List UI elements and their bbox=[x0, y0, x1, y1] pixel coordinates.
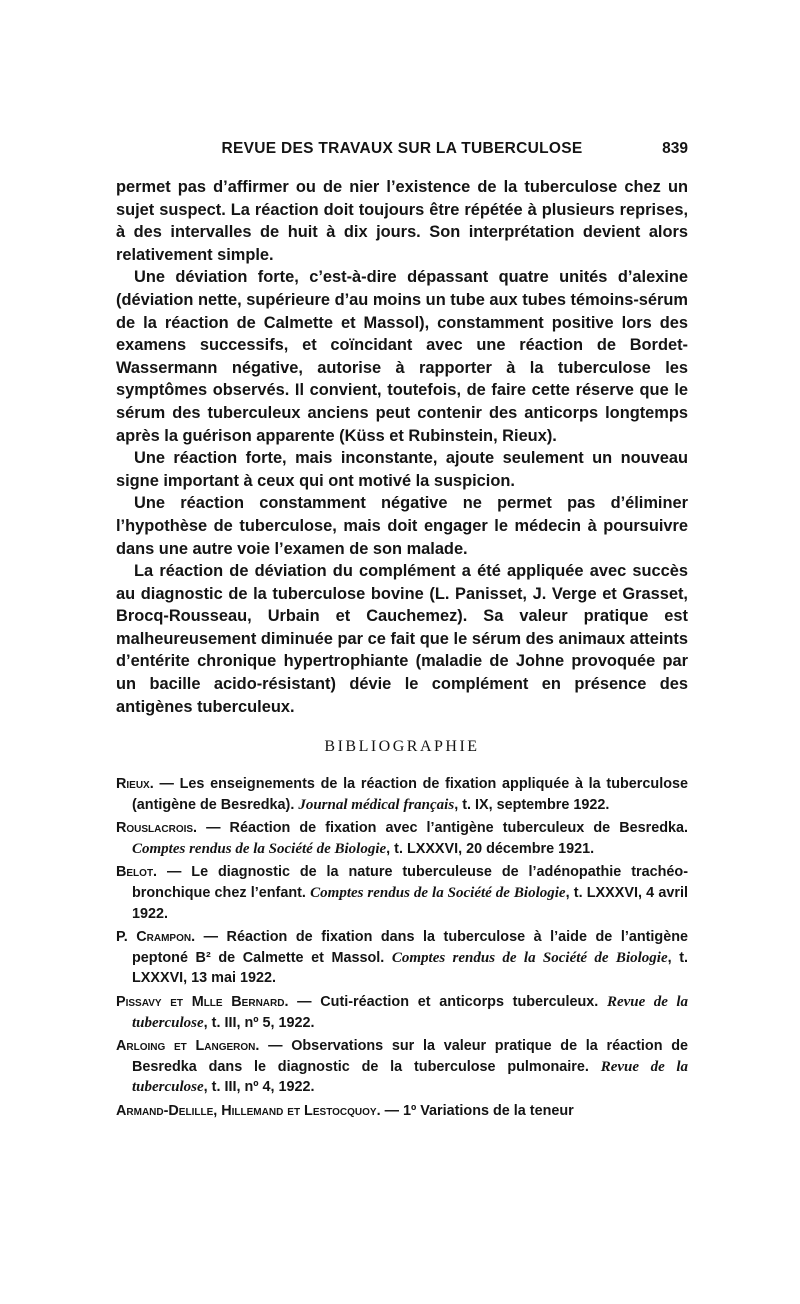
bibliography-entry bbox=[116, 818, 688, 859]
entry-tail: , t. III, nº 5, 1922. bbox=[203, 1014, 315, 1031]
paragraph: Une réaction constamment négative ne permet pas d’éliminer l’hypothèse de tuberculose, mais doit engager le médecin à poursuivre dans une autre voie l’examen de son malade. bbox=[116, 494, 688, 558]
entry-author: P. Crampon. bbox=[116, 929, 196, 946]
entry-journal: Comptes rendus de la Société de Biologie bbox=[132, 840, 387, 857]
entry-journal: Comptes rendus de la Société de Biologie bbox=[391, 949, 668, 966]
entry-author: Armand-Delille, Hillemand et Lestocquoy. bbox=[116, 1102, 381, 1119]
entry-author: Pissavy et Mlle Bernard. bbox=[116, 993, 289, 1010]
bibliography-entry bbox=[116, 992, 688, 1033]
running-title: REVUE DES TRAVAUX SUR LA TUBERCULOSE bbox=[221, 140, 583, 157]
paragraph: permet pas d’affirmer ou de nier l’existence de la tuberculose chez un sujet suspect. La réaction doit toujours être répétée à plusieurs reprises, à des intervalles de huit à dix jours. Son interprétation devient alors relativement simple. bbox=[116, 178, 688, 264]
entry-journal: Comptes rendus de la Société de Biologie bbox=[310, 884, 566, 901]
entry-author: Belot. bbox=[116, 864, 158, 881]
paragraph: La réaction de déviation du complément a été appliquée avec succès au diagnostic de la tuberculose bovine (L. Panisset, J. Verge et Grasset, Brocq-Rousseau, Urbain et Cauchemez). Sa valeur pratique est malheureusement diminuée par ce fait que le sérum des animaux atteints d’entérite chronique hypertrophiante (maladie de Johne provoquée par un bacille acido-résistant) dévie le complément en présence des antigènes tuberculeux. bbox=[116, 562, 688, 716]
bibliography-heading: BIBLIOGRAPHIE bbox=[324, 738, 480, 755]
entry-tail: , t. LXXXVI, 20 décembre 1921. bbox=[386, 840, 595, 857]
entry-text: — 1º Variations de la teneur bbox=[380, 1102, 574, 1119]
bibliography-entry bbox=[116, 1036, 688, 1098]
entry-text: — Réaction de fixation avec l’antigène tuberculeux de Besredka. bbox=[197, 820, 688, 837]
bibliography-entry bbox=[116, 1101, 688, 1122]
entry-text: — Cuti-réaction et anticorps tuberculeux. bbox=[288, 993, 607, 1010]
entry-tail: , t. LXXXVI, 13 mai 1922. bbox=[132, 949, 688, 987]
entry-text: — Les enseignements de la réaction de fixation appliquée à la tuberculose (antigène de Besredka). bbox=[132, 776, 688, 813]
entry-text: — Réaction de fixation dans la tuberculose à l’aide de l’antigène peptoné B² de Calmette et Massol. bbox=[132, 929, 688, 966]
entry-journal: Revue de la tuberculose bbox=[132, 1058, 688, 1096]
entry-journal: Journal médical français bbox=[298, 796, 455, 813]
entry-text: — Le diagnostic de la nature tuberculeuse de l’adénopathie trachéo-bronchique chez l’enfant. bbox=[132, 864, 688, 901]
entry-tail: , t. III, nº 4, 1922. bbox=[203, 1079, 315, 1096]
entry-author: Arloing et Langeron. bbox=[116, 1038, 260, 1055]
paragraph: Une réaction forte, mais inconstante, ajoute seulement un nouveau signe important à ceux qui ont motivé la suspicion. bbox=[116, 449, 688, 490]
entry-text: — Observations sur la valeur pratique de la réaction de Besredka dans le diagnostic de la tuberculose pulmonaire. bbox=[132, 1038, 688, 1075]
entry-author: Rouslacrois. bbox=[116, 820, 198, 837]
page-number: 839 bbox=[662, 140, 688, 157]
entry-journal: Revue de la tuberculose bbox=[132, 993, 688, 1031]
paragraph: Une déviation forte, c’est-à-dire dépassant quatre unités d’alexine (déviation nette, supérieure d’au moins un tube aux tubes témoins-sérum de la réaction de Calmette et Massol), constamment positive lors des examens successifs, et coïncidant avec une réaction de Bordet-Wassermann négative, autorise à rapporter à la tuberculose les symptômes observés. Il convient, toutefois, de faire cette réserve que le sérum des tuberculeux anciens peut contenir des anticorps longtemps après la guérison apparente (Küss et Rubinstein, Rieux). bbox=[116, 268, 688, 445]
bibliography-entry bbox=[116, 862, 688, 924]
bibliography-entry bbox=[116, 927, 688, 989]
running-head bbox=[116, 140, 688, 162]
bibliography-list bbox=[116, 774, 688, 1125]
entry-tail: , t. LXXXVI, 4 avril 1922. bbox=[132, 884, 688, 922]
entry-tail: , t. IX, septembre 1922. bbox=[454, 796, 610, 813]
entry-author: Rieux. bbox=[116, 776, 154, 792]
bibliography-entry bbox=[116, 774, 688, 815]
body-text bbox=[116, 176, 688, 718]
